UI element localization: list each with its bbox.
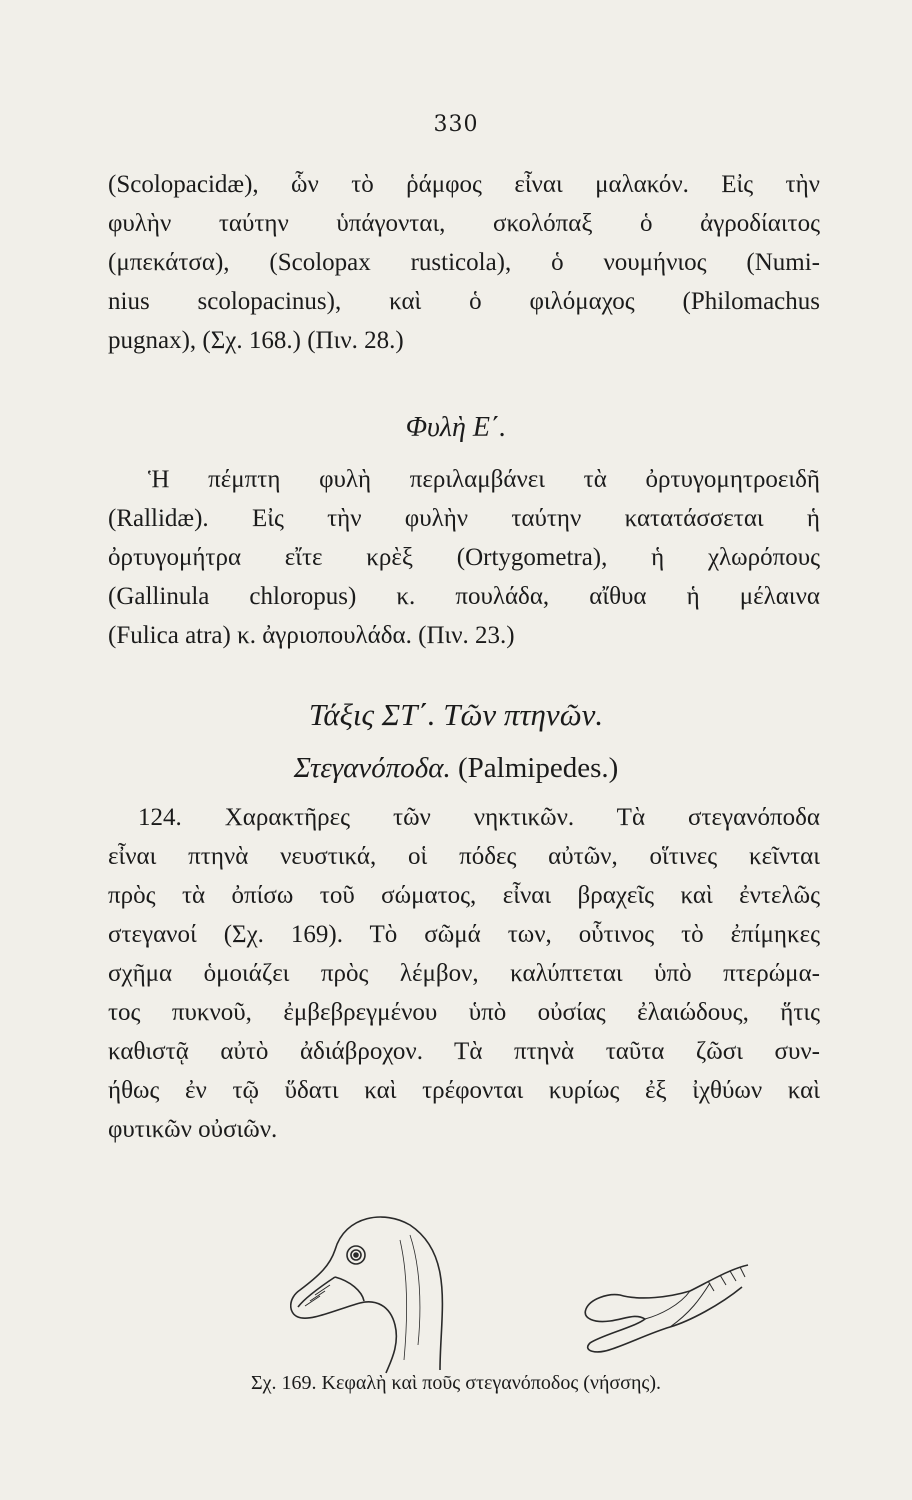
text-line: φυλὴν ταύτην ὑπάγονται, σκολόπαξ ὁ ἀγροδίαιτος <box>108 210 820 237</box>
webbed-foot-illustration <box>585 1265 748 1352</box>
subheading-steganopoda <box>0 752 912 785</box>
figure-caption: Σχ. 169. Κεφαλὴ καὶ ποῦς στεγανόποδος (νήσσης). <box>251 1372 661 1394</box>
text-line: (Rallidæ). Εἰς τὴν φυλὴν ταύτην κατατάσσεται ἡ <box>108 505 820 532</box>
text-line: (Gallinula chloropus) κ. πουλάδα, αἴθυα ἡ μέλαινα <box>108 583 820 610</box>
paragraph-rallidae <box>108 460 820 655</box>
text-line: ὀρτυγομήτρα εἴτε κρὲξ (Ortygometra), ἡ χλωρόπους <box>108 544 820 571</box>
text-line: εἶναι πτηνὰ νευστικά, οἱ πόδες αὐτῶν, οἵτινες κεῖνται <box>108 843 820 870</box>
section-heading-phyle-e: Φυλὴ Ε΄. <box>405 412 507 443</box>
text-line: 124. Χαρακτῆρες τῶν νηκτικῶν. Τὰ στεγανόποδα <box>138 804 820 831</box>
paragraph-scolopacidae <box>108 165 820 360</box>
text-line: (Scolopacidæ), ὧν τὸ ῥάμφος εἶναι μαλακόν. Εἰς τὴν <box>108 171 820 198</box>
text-line: φυτικῶν οὐσιῶν. <box>108 1116 278 1143</box>
text-line: (Fulica atra) κ. ἀγριοπουλάδα. (Πιν. 23.) <box>108 622 515 649</box>
steganopoda-greek: Στεγανόποδα. <box>293 752 451 784</box>
text-line: καθιστᾷ αὐτὸ ἀδιάβροχον. Τὰ πτηνὰ ταῦτα ζῶσι συν- <box>108 1038 820 1065</box>
steganopoda-latin: (Palmipedes.) <box>458 752 619 784</box>
text-line: (μπεκάτσα), (Scolopax rusticola), ὁ νουμήνιος (Numi- <box>108 249 820 276</box>
text-line: πρὸς τὰ ὀπίσω τοῦ σώματος, εἶναι βραχεῖς καὶ ἐντελῶς <box>108 882 820 909</box>
order-heading: Τάξις ΣΤ΄. Τῶν πτηνῶν. <box>308 697 604 732</box>
page-number: 330 <box>433 112 479 137</box>
text-line: pugnax), (Σχ. 168.) (Πιν. 28.) <box>108 327 404 354</box>
duck-head-and-foot-figure <box>290 1195 760 1375</box>
text-line: ήθως ἐν τῷ ὕδατι καὶ τρέφονται κυρίως ἐξ ἰχθύων καὶ <box>108 1077 820 1104</box>
text-line: σχῆμα ὁμοιάζει πρὸς λέμβον, καλύπτεται ὑπὸ πτερώμα- <box>108 960 820 987</box>
text-line: στεγανοί (Σχ. 169). Τὸ σῶμά των, οὗτινος τὸ ἐπίμηκες <box>108 921 820 948</box>
text-line: Ἡ πέμπτη φυλὴ περιλαμβάνει τὰ ὀρτυγομητροειδῆ <box>148 466 820 493</box>
text-line: nius scolopacinus), καὶ ὁ φιλόμαχος (Philomachus <box>108 288 820 315</box>
paragraph-characteristics <box>108 798 820 1149</box>
text-line: τος πυκνοῦ, ἐμβεβρεγμένου ὑπὸ οὐσίας ἐλαιώδους, ἥτις <box>108 999 820 1026</box>
duck-head-illustration <box>291 1217 443 1373</box>
